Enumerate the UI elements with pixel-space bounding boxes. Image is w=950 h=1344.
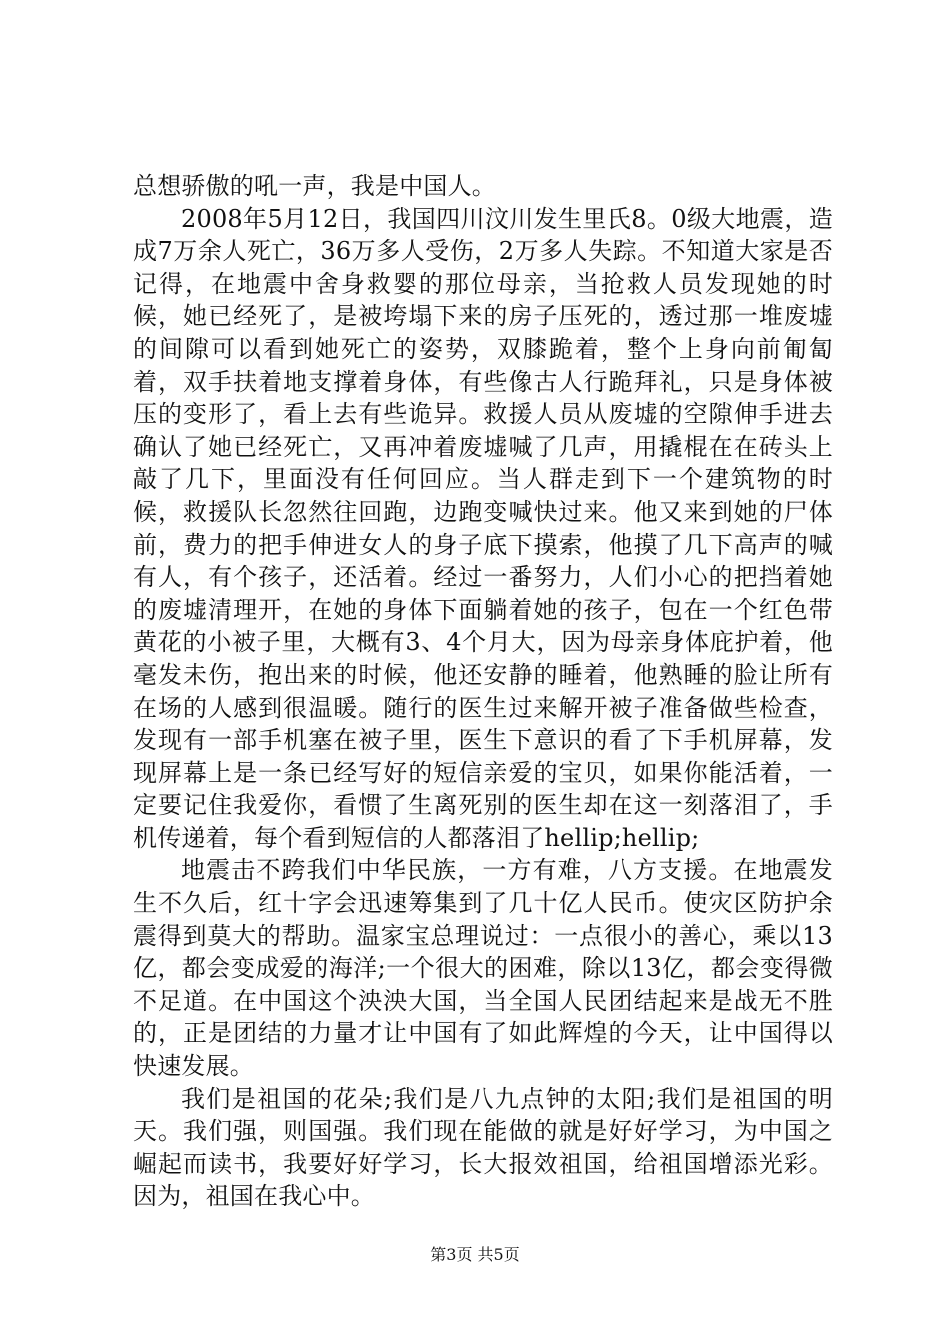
paragraph-opening-line: 总想骄傲的吼一声，我是中国人。 — [133, 172, 496, 200]
essay-body — [133, 170, 833, 1213]
paragraph-earthquake-story: 2008年5月12日，我国四川汶川发生里氏8。0级大地震，造成7万余人死亡，36万多人受伤，2万多人失踪。不知道大家是否记得，在地震中舍身救婴的那位母亲，当抢救人员发现她的时候，她已经死了，是被垮塌下来的房子压死的，透过那一堆废墟的间隙可以看到她死亡的姿势，双膝跪着，整个上身向前匍匐着，双手扶着地支撑着身体，有些像古人行跪拜礼，只是身体被压的变形了，看上去有些诡异。救援人员从废墟的空隙伸手进去确认了她已经死亡，又再冲着废墟喊了几声，用撬棍在在砖头上敲了几下，里面没有任何回应。当人群走到下一个建筑物的时候，救援队长忽然往回跑，边跑变喊快过来。他又来到她的尸体前，费力的把手伸进女人的身子底下摸索，他摸了几下高声的喊有人，有个孩子，还活着。经过一番努力，人们小心的把挡着她的废墟清理开，在她的身体下面躺着她的孩子，包在一个红色带黄花的小被子里，大概有3、4个月大，因为母亲身体庇护着，他毫发未伤，抱出来的时候，他还安静的睡着，他熟睡的脸让所有在场的人感到很温暖。随行的医生过来解开被子准备做些检查，发现有一部手机塞在被子里，医生下意识的看了下手机屏幕，发现屏幕上是一条已经写好的短信亲爱的宝贝，如果你能活着，一定要记住我爱你，看惯了生离死别的医生却在这一刻落泪了，手机传递着，每个看到短信的人都落泪了hellip;hellip; — [133, 204, 833, 852]
page-footer — [0, 1245, 950, 1265]
paragraph-conclusion: 我们是祖国的花朵;我们是八九点钟的太阳;我们是祖国的明天。我们强，则国强。我们现在能做的就是好好学习，为中国之崛起而读书，我要好好学习，长大报效祖国，给祖国增添光彩。因为，祖国在我心中。 — [133, 1084, 833, 1211]
paragraph-national-unity: 地震击不跨我们中华民族，一方有难，八方支援。在地震发生不久后，红十字会迅速筹集到了几十亿人民币。使灾区防护余震得到莫大的帮助。温家宝总理说过：一点很小的善心，乘以13亿，都会变成爱的海洋;一个很大的困难，除以13亿，都会变得微不足道。在中国这个泱泱大国，当全国人民团结起来是战无不胜的，正是团结的力量才让中国有了如此辉煌的今天，让中国得以快速发展。 — [133, 856, 833, 1081]
page-number-label: 第3页 共5页 — [430, 1245, 520, 1264]
